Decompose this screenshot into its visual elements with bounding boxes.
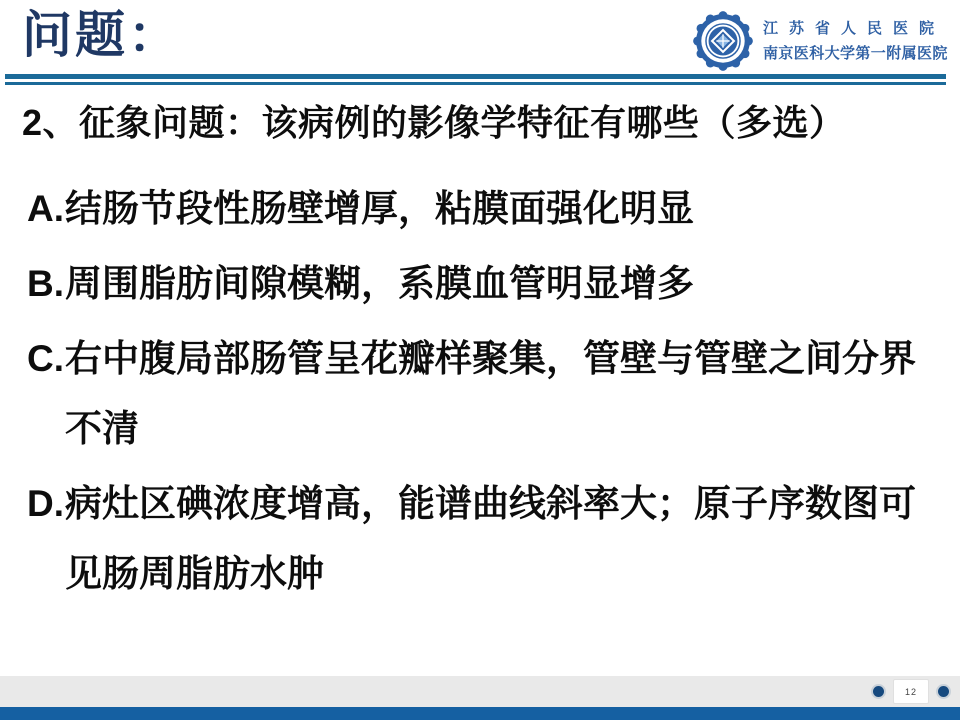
options-list xyxy=(27,174,935,614)
hospital-name-line1: 江苏省人民医院 xyxy=(763,21,946,37)
prev-page-button[interactable] xyxy=(873,686,884,697)
page-navigation xyxy=(873,676,949,707)
hospital-brand xyxy=(692,10,948,72)
option-c-label: C. xyxy=(27,338,64,379)
option-d xyxy=(27,469,935,609)
option-d-text: 病灶区碘浓度增高，能谱曲线斜率大；原子序数图可见肠周脂肪水肿 xyxy=(65,483,916,594)
hospital-logo-icon xyxy=(692,10,754,72)
option-a-label: A. xyxy=(27,188,64,229)
page-number[interactable]: 12 xyxy=(893,679,929,704)
title-underline-rule xyxy=(5,74,946,85)
option-a-text: 结肠节段性肠壁增厚，粘膜面强化明显 xyxy=(65,188,694,229)
hospital-names xyxy=(763,16,948,66)
page-title: 问题： xyxy=(22,7,181,63)
next-page-button[interactable] xyxy=(938,686,949,697)
footer-accent-bar xyxy=(0,707,960,720)
footer-band xyxy=(0,676,960,707)
question-text: 2、征象问题：该病例的影像学特征有哪些（多选） xyxy=(22,102,846,143)
option-c xyxy=(27,324,935,464)
hospital-name-line2: 南京医科大学第一附属医院 xyxy=(763,46,948,62)
option-c-text: 右中腹局部肠管呈花瓣样聚集，管壁与管壁之间分界不清 xyxy=(65,338,916,449)
option-a xyxy=(27,174,935,244)
option-b-label: B. xyxy=(27,263,64,304)
option-b-text: 周围脂肪间隙模糊，系膜血管明显增多 xyxy=(65,263,694,304)
option-b xyxy=(27,249,935,319)
option-d-label: D. xyxy=(27,483,64,524)
